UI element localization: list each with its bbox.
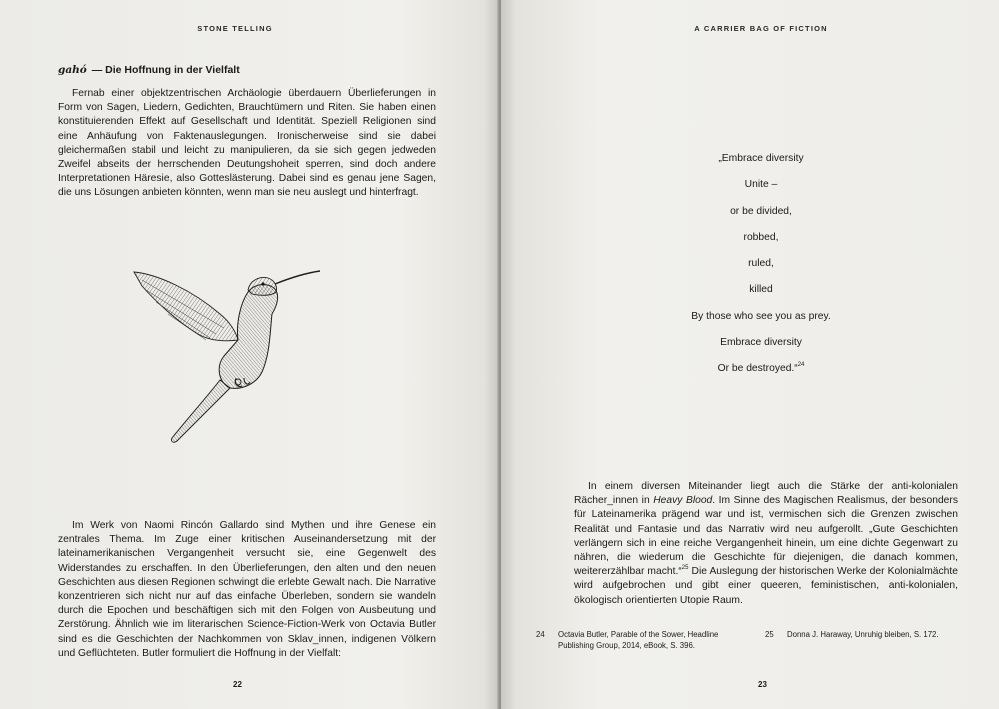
work-title: Heavy Blood bbox=[653, 495, 713, 507]
poem-last-line: Or be destroyed.“ bbox=[717, 363, 798, 375]
poem-line: ruled, bbox=[748, 258, 774, 270]
footnote-ref: 24 bbox=[797, 362, 805, 369]
footnote-text: Octavia Butler, Parable of the Sower, Headline bbox=[558, 630, 719, 639]
section-heading bbox=[58, 64, 240, 76]
paragraph-text: . Im Sinne des Magischen Realismus, der besonders für Lateinamerika prägend war und ist, vermischen sich die Grenzen zwischen Realität und Fantasie und das Narrativ wird neu aufgerollt. „Gute Geschichten verlängern sich in eine reiche Vergangenheit hinein, um eine dichte Gegenwart zu nähren, die wiederum die Geschichte für diejenigen, die danach kommen, weitererzählbar macht.“ bbox=[574, 495, 958, 578]
poem-line: Unite – bbox=[744, 179, 778, 191]
right-page bbox=[501, 0, 999, 709]
paragraph-text: In einem diversen Miteinander liegt auch die Stärke der anti-kolonialen Rächer_innen in bbox=[574, 481, 958, 507]
footnote-number: 25 bbox=[765, 630, 774, 639]
poem-quote bbox=[501, 150, 999, 387]
heading-text: — Die Hoffnung in der Vielfalt bbox=[91, 64, 240, 76]
running-head: STONE TELLING bbox=[197, 24, 273, 33]
poem-line: robbed, bbox=[743, 231, 779, 243]
paragraph-text: Die Auslegung der historischen Werke der Kolonialmächte wird aufgebrochen und gibt einer queeren, feministischen, anti-kolonialen, ökologisch orientierten Utopie Raum. bbox=[574, 566, 958, 606]
paragraph: Fernab einer objektzentrischen Archäologie überdauern Überlieferungen in Form von Sagen, Liedern, Gedichten, Brauchtümern und Riten. Sie haben einen konstituierenden Effekt auf Gesellschaft und Identität. Speziell Religionen sind eine Anhäufung von Faktenauslegungen. Ironischerweise sind sie dabei gleichermaßen stabil und leicht zu manipulieren, da sie sich gegen jedweden Zweifel abseits der herrschenden Deutungshoheit sperren, sind doch andere Interpretationen Häresie, also Gotteslästerung. Dabei sind es genau jene Sagen, die uns Lösungen anbieten könnten, wenn man sie neu auslegt und hinterfragt. bbox=[58, 88, 436, 199]
heading-symbol: gahó bbox=[58, 64, 87, 76]
page-number: 22 bbox=[233, 680, 242, 689]
page-number: 23 bbox=[758, 680, 767, 689]
footnote-text: Publishing Group, 2014, eBook, S. 396. bbox=[558, 641, 695, 650]
footnote-text: Donna J. Haraway, Unruhig bleiben, S. 172. bbox=[787, 630, 939, 639]
poem-line: killed bbox=[749, 284, 773, 296]
paragraph: Im Werk von Naomi Rincón Gallardo sind Mythen und ihre Genese ein zentrales Thema. Im Zuge einer kritischen Auseinandersetzung mit der lateinamerikanischen Vergangenheit versucht sie, eine Gegenwelt des Widerstandes zu erschaffen. In den Überlieferungen, den alten und den neuen Geschichten aus diesen Regionen schwingt die erlebte Gewalt nach. Die Narrative konzentrieren sich nicht nur auf das einfache Überleben, sondern sie wandeln durch die Epochen und beschäftigen sich mit den Folgen von Ausbeutung und Zerstörung. Ähnlich wie im literarischen Science-Fiction-Werk von Octavia Butler sind es die Geschichten der Nachkommen von Sklav_innen, indigenen Völkern und Geflüchteten. Butler formuliert die Hoffnung in der Vielfalt: bbox=[58, 520, 436, 659]
left-page bbox=[0, 0, 499, 709]
poem-line: or be divided, bbox=[730, 205, 792, 217]
hummingbird-illustration bbox=[112, 262, 326, 448]
paragraph bbox=[574, 480, 958, 608]
poem-line: Embrace diversity bbox=[720, 337, 802, 349]
running-head: A CARRIER BAG OF FICTION bbox=[694, 24, 828, 33]
footnote-ref: 25 bbox=[681, 565, 689, 572]
poem-line: By those who see you as prey. bbox=[691, 310, 831, 322]
poem-line bbox=[501, 360, 999, 386]
footnote-number: 24 bbox=[536, 630, 545, 639]
footnote bbox=[536, 629, 736, 651]
poem-line: „Embrace diversity bbox=[718, 153, 804, 164]
footnote bbox=[765, 629, 975, 640]
